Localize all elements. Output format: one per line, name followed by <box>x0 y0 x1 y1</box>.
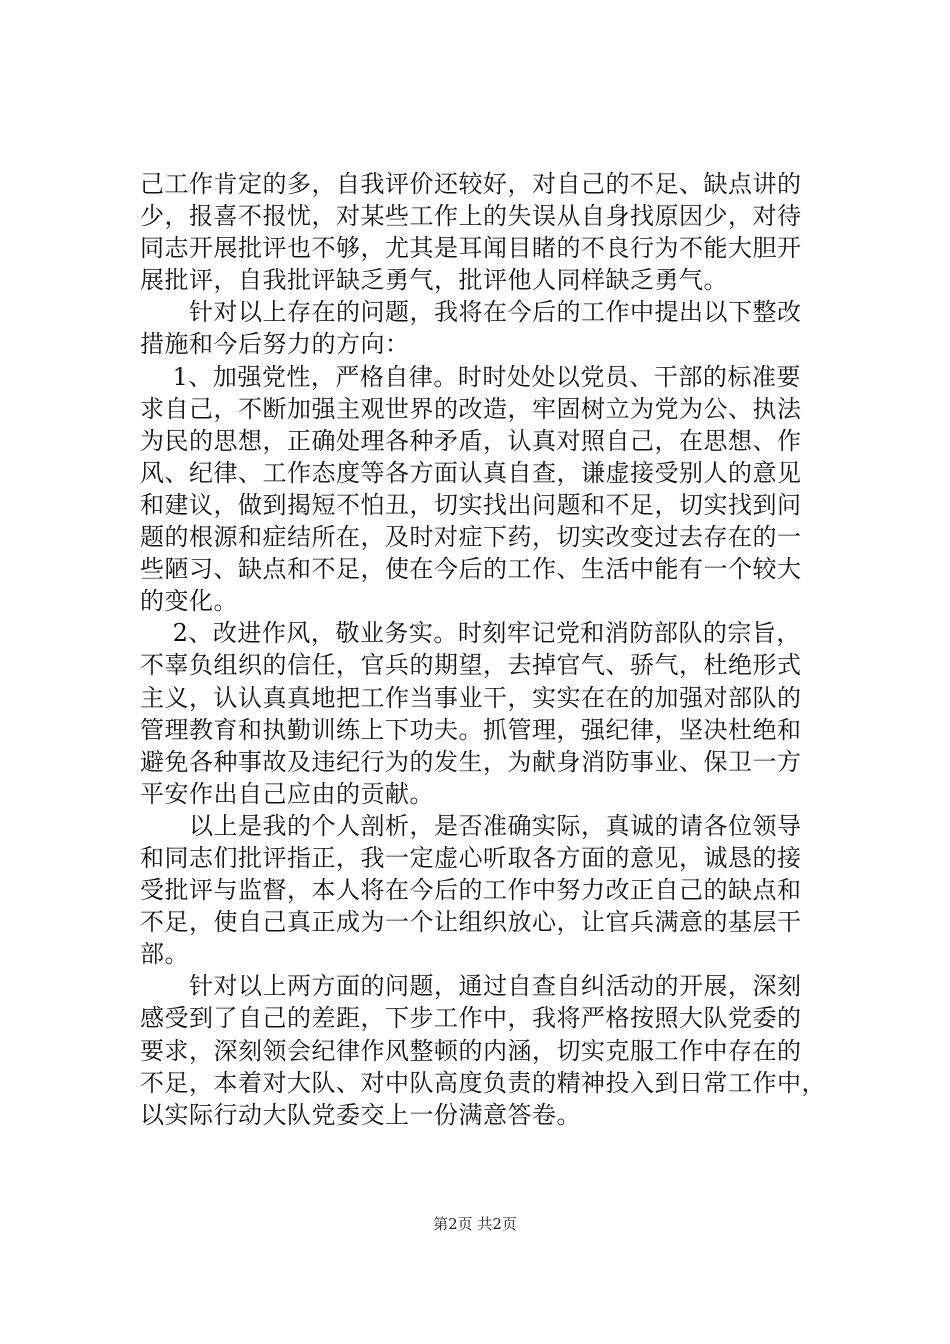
text-line: 以实际行动大队党委交上一份满意答卷。 <box>140 1100 581 1129</box>
text-line: 为民的思想，正确处理各种矛盾，认真对照自己，在思想、作 <box>140 426 802 455</box>
text-line: 和建议，做到揭短不怕丑，切实找出问题和不足，切实找到问 <box>140 490 802 519</box>
text-line: 展批评，自我批评缺乏勇气，批评他人同样缺乏勇气。 <box>140 266 728 295</box>
text-line: 部。 <box>140 940 189 969</box>
text-line: 避免各种事故及违纪行为的发生，为献身消防事业、保卫一方 <box>140 747 802 776</box>
text-line: 针对以上存在的问题，我将在今后的工作中提出以下整改 <box>140 298 802 327</box>
text-line: 不足，本着对大队、对中队高度负责的精神投入到日常工作中， <box>140 1068 826 1097</box>
text-line: 不足，使自己真正成为一个让组织放心，让官兵满意的基层干 <box>140 908 802 937</box>
text-line: 风、纪律、工作态度等各方面认真自查，谦虚接受别人的意见 <box>140 458 802 487</box>
text-line: 受批评与监督，本人将在今后的工作中努力改正自己的缺点和 <box>140 876 802 905</box>
text-line: 少，报喜不报忧，对某些工作上的失误从自身找原因少，对待 <box>140 202 802 231</box>
text-line: 不辜负组织的信任，官兵的期望，去掉官气、骄气，杜绝形式 <box>140 651 802 680</box>
text-line: 己工作肯定的多，自我评价还较好，对自己的不足、缺点讲的 <box>140 170 802 198</box>
text-line: 和同志们批评指正，我一定虚心听取各方面的意见，诚恳的接 <box>140 843 802 872</box>
text-line: 的变化。 <box>140 587 238 616</box>
text-line: 以上是我的个人剖析，是否准确实际，真诚的请各位领导 <box>140 811 802 840</box>
text-line: 2、改进作风，敬业务实。时刻牢记党和消防部队的宗旨， <box>140 619 801 648</box>
text-line: 管理教育和执勤训练上下功夫。抓管理，强纪律，坚决杜绝和 <box>140 715 802 744</box>
page-footer: 第2页 共2页 <box>433 1215 517 1233</box>
document-body <box>140 168 840 1131</box>
text-line: 题的根源和症结所在，及时对症下药，切实改变过去存在的一 <box>140 523 802 552</box>
text-line: 措施和今后努力的方向： <box>140 330 410 359</box>
text-line: 同志开展批评也不够，尤其是耳闻目睹的不良行为不能大胆开 <box>140 234 802 263</box>
text-line: 1、加强党性，严格自律。时时处处以党员、干部的标准要 <box>140 362 801 391</box>
text-line: 些陋习、缺点和不足，使在今后的工作、生活中能有一个较大 <box>140 555 802 584</box>
text-line: 求自己，不断加强主观世界的改造，牢固树立为党为公、执法 <box>140 394 802 423</box>
text-line: 感受到了自己的差距，下步工作中，我将严格按照大队党委的 <box>140 1004 802 1033</box>
text-line: 要求，深刻领会纪律作风整顿的内涵，切实克服工作中存在的 <box>140 1036 802 1065</box>
text-line: 主义，认认真真地把工作当事业干，实实在在的加强对部队的 <box>140 683 802 712</box>
text-line: 针对以上两方面的问题，通过自查自纠活动的开展，深刻 <box>140 972 802 1001</box>
text-line: 平安作出自己应由的贡献。 <box>140 779 434 808</box>
